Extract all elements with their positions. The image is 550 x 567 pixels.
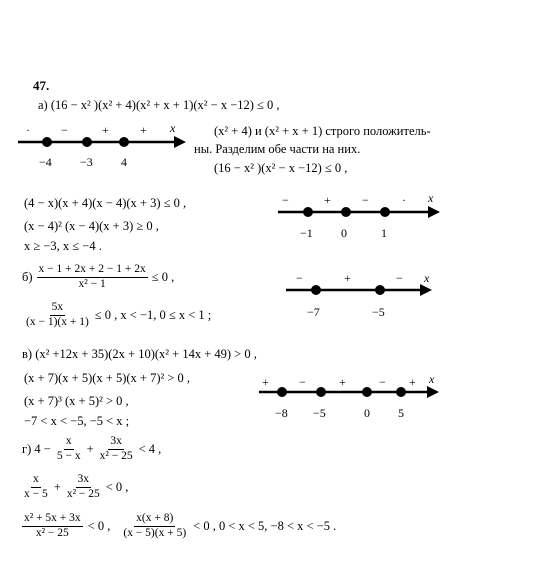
point-b-2 bbox=[375, 285, 385, 295]
part-a-note-1: (x² + 4) и (x² + x + 1) строго положитель- bbox=[214, 124, 431, 138]
sign-b-1: − bbox=[296, 271, 303, 285]
part-g-relation-3: < 0 , bbox=[87, 518, 111, 533]
sign-a1-2: − bbox=[61, 123, 68, 137]
fraction-denominator: (x − 1)(x + 1) bbox=[26, 315, 89, 328]
label-a2-2: 0 bbox=[341, 226, 347, 240]
sign-v-3: + bbox=[339, 375, 346, 389]
part-g-fraction-5 bbox=[22, 513, 83, 539]
part-a-note-3: (16 − x² )(x² − x −12) ≤ 0 , bbox=[214, 161, 348, 175]
fraction-numerator: x − 1 + 2x + 2 − 1 + 2x bbox=[37, 264, 148, 278]
part-g-fraction-3 bbox=[22, 474, 50, 500]
fraction-denominator: 5 − x bbox=[56, 449, 81, 462]
sign-v-5: + bbox=[409, 375, 416, 389]
part-g-prefix: г) 4 − bbox=[22, 441, 51, 456]
part-g-fraction-2 bbox=[98, 436, 135, 462]
part-b-line-1 bbox=[22, 264, 174, 290]
fraction-denominator: (x − 5)(x + 5) bbox=[123, 526, 187, 539]
part-g-line-3 bbox=[22, 513, 336, 539]
label-a1-3: 4 bbox=[121, 155, 127, 169]
sign-a2-2: + bbox=[324, 193, 331, 207]
point-v-3 bbox=[362, 387, 372, 397]
fraction-numerator: x bbox=[64, 436, 74, 450]
label-a1-1: −4 bbox=[39, 155, 52, 169]
plus-sign: + bbox=[86, 441, 94, 456]
sign-a2-3: − bbox=[362, 193, 369, 207]
point-b-1 bbox=[311, 285, 321, 295]
part-b-line-2 bbox=[24, 302, 211, 328]
sign-v-1: + bbox=[262, 375, 269, 389]
plus-sign: + bbox=[53, 479, 61, 494]
sign-v-4: − bbox=[379, 375, 386, 389]
point-a1-1 bbox=[42, 137, 52, 147]
sign-a2-1: − bbox=[282, 193, 289, 207]
part-g-fraction-1 bbox=[55, 436, 83, 462]
point-v-2 bbox=[316, 387, 326, 397]
part-g-relation-1: < 4 , bbox=[138, 441, 162, 456]
label-a2-1: −1 bbox=[300, 226, 313, 240]
point-a1-2 bbox=[82, 137, 92, 147]
sign-a1-1: · bbox=[26, 123, 30, 137]
part-v-inequality: в) (x² +12x + 35)(2x + 10)(x² + 14x + 49) > 0 , bbox=[22, 347, 257, 361]
fraction-denominator: x² − 25 bbox=[66, 487, 100, 500]
part-b-relation-1: ≤ 0 , bbox=[151, 269, 175, 284]
point-a2-2 bbox=[341, 207, 351, 217]
sign-b-2: + bbox=[344, 271, 351, 285]
label-a2-3: 1 bbox=[381, 226, 387, 240]
axis-var-v: x bbox=[429, 372, 435, 386]
part-b-fraction-2 bbox=[24, 302, 91, 328]
label-b-1: −7 bbox=[307, 305, 320, 319]
fraction-numerator: x(x + 8) bbox=[134, 513, 175, 527]
fraction-denominator: x − 5 bbox=[24, 487, 48, 500]
fraction-numerator: 3x bbox=[108, 436, 124, 450]
point-v-4 bbox=[396, 387, 406, 397]
fraction-denominator: x² − 25 bbox=[99, 449, 133, 462]
label-a1-2: −3 bbox=[80, 155, 93, 169]
part-g-relation-2: < 0 , bbox=[105, 479, 129, 494]
sign-a2-4: · bbox=[402, 193, 406, 207]
part-v-step-1: (x + 7)(x + 5)(x + 5)(x + 7)² > 0 , bbox=[24, 371, 191, 385]
part-a-inequality: а) (16 − x² )(x² + 4)(x² + x + 1)(x² − x −12) ≤ 0 , bbox=[38, 98, 280, 112]
axis-var-b: x bbox=[424, 271, 430, 285]
sign-a1-4: + bbox=[140, 123, 147, 137]
part-g-fraction-4 bbox=[65, 474, 102, 500]
part-v-step-2: (x + 7)³ (x + 5)² > 0 , bbox=[24, 394, 129, 408]
point-a2-3 bbox=[380, 207, 390, 217]
label-v-3: 0 bbox=[364, 406, 370, 420]
part-b-relation-2: ≤ 0 , x < −1, 0 ≤ x < 1 ; bbox=[94, 307, 212, 322]
part-g-line-2 bbox=[22, 474, 128, 500]
sign-b-3: − bbox=[396, 271, 403, 285]
part-g-relation-4: < 0 , 0 < x < 5, −8 < x < −5 . bbox=[193, 518, 337, 533]
fraction-numerator: x² + 5x + 3x bbox=[22, 513, 83, 527]
number-line-v bbox=[259, 374, 449, 422]
label-b-2: −5 bbox=[372, 305, 385, 319]
part-b-prefix: б) bbox=[22, 269, 33, 284]
axis-var-a1: x bbox=[170, 121, 176, 135]
part-g-line-1 bbox=[22, 436, 161, 462]
fraction-numerator: x bbox=[31, 474, 41, 488]
part-g-fraction-6 bbox=[121, 513, 188, 539]
point-a2-1 bbox=[303, 207, 313, 217]
fraction-denominator: x² − 25 bbox=[35, 526, 69, 539]
point-v-1 bbox=[277, 387, 287, 397]
number-line-b bbox=[286, 272, 446, 320]
problem-number: 47. bbox=[33, 78, 50, 93]
part-a-step-1: (4 − x)(x + 4)(x − 4)(x + 3) ≤ 0 , bbox=[24, 196, 187, 210]
fraction-numerator: 3x bbox=[76, 474, 92, 488]
part-a-answer: x ≥ −3, x ≤ −4 . bbox=[24, 239, 102, 253]
axis-var-a2: x bbox=[428, 191, 434, 205]
part-b-fraction-1 bbox=[37, 264, 148, 290]
label-v-4: 5 bbox=[398, 406, 404, 420]
part-a-step-2: (x − 4)² (x − 4)(x + 3) ≥ 0 , bbox=[24, 219, 159, 233]
sign-v-2: − bbox=[299, 375, 306, 389]
label-v-2: −5 bbox=[313, 406, 326, 420]
sign-a1-3: + bbox=[102, 123, 109, 137]
label-v-1: −8 bbox=[275, 406, 288, 420]
fraction-denominator: x² − 1 bbox=[78, 277, 106, 290]
part-v-answer: −7 < x < −5, −5 < x ; bbox=[24, 414, 130, 428]
part-a-note-2: ны. Разделим обе части на них. bbox=[194, 142, 361, 156]
fraction-numerator: 5x bbox=[50, 302, 66, 316]
number-line-a1 bbox=[14, 121, 184, 172]
number-line-a2 bbox=[278, 191, 448, 242]
point-a1-3 bbox=[119, 137, 129, 147]
